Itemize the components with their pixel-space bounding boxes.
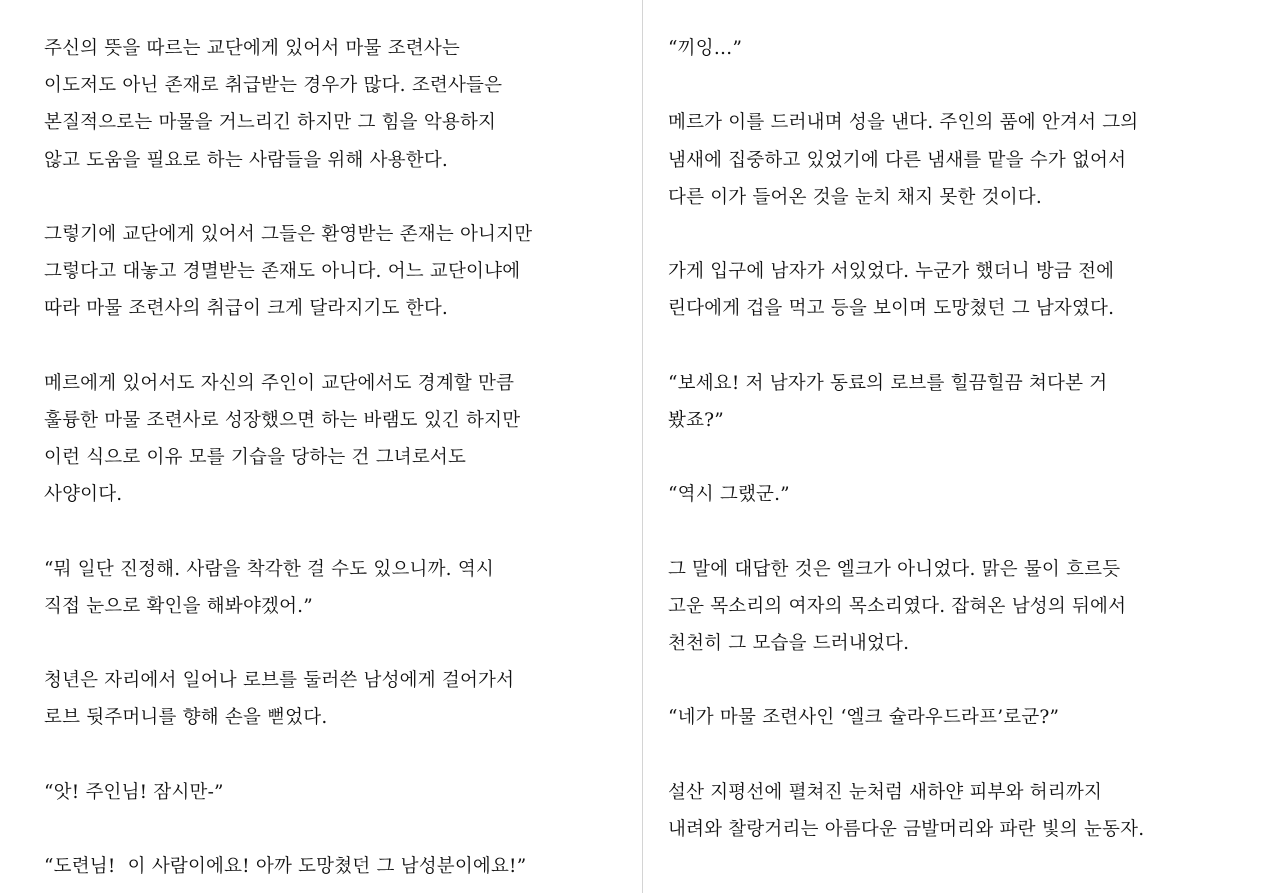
paragraph (668, 551, 1260, 663)
text-line: 천천히 그 모습을 드러내었다. (668, 633, 910, 654)
paragraph-gap (668, 328, 1260, 365)
paragraph (668, 699, 1260, 736)
paragraph (668, 774, 1260, 848)
text-line: 로브 뒷주머니를 향해 손을 뻗었다. (44, 707, 328, 729)
paragraph-gap (668, 513, 1260, 550)
paragraph-gap (44, 513, 622, 550)
text-line: 이도저도 아닌 존재로 취급받는 경우가 많다. 조련사들은 (44, 75, 503, 97)
text-line: 직접 눈으로 확인을 해봐야겠어.” (44, 595, 313, 617)
text-line: 가게 입구에 남자가 서있었다. 누군가 했더니 방금 전에 (668, 261, 1115, 283)
text-line: 주신의 뜻을 따르는 교단에게 있어서 마물 조련사는 (44, 38, 460, 59)
paragraph-gap (44, 737, 622, 774)
text-line: 메르에게 있어서도 자신의 주인이 교단에서도 경계할 만큼 (44, 372, 515, 394)
text-line: 다른 이가 들어온 것을 눈치 채지 못한 것이다. (668, 186, 1042, 208)
text-line: “보세요! 저 남자가 동료의 로브를 힐끔힐끔 쳐다본 거 (668, 372, 1108, 394)
text-line: 설산 지평선에 펼쳐진 눈처럼 새하얀 피부와 허리까지 (668, 781, 1103, 803)
text-line: “역시 그랬군.” (668, 484, 790, 506)
right-page (644, 0, 1280, 893)
paragraph (44, 216, 622, 328)
paragraph (44, 774, 622, 811)
paragraph-gap (44, 179, 622, 216)
page-divider (642, 0, 643, 893)
text-line: 청년은 자리에서 일어나 로브를 둘러쓴 남성에게 걸어가서 (44, 670, 515, 692)
text-line: “앗! 주인님! 잠시만-” (44, 781, 224, 803)
text-line: 그 말에 대답한 것은 엘크가 아니었다. 맑은 물이 흐르듯 (668, 558, 1121, 580)
text-line: “도련님! 이 사람이에요! 아까 도망쳤던 그 남성분이에요!” (44, 856, 527, 878)
paragraph-gap (668, 67, 1260, 104)
paragraph-gap (44, 811, 622, 848)
paragraph-gap (44, 625, 622, 662)
paragraph-gap (668, 662, 1260, 699)
text-line: “뭐 일단 진정해. 사람을 착각한 걸 수도 있으니까. 역시 (44, 558, 494, 580)
paragraph (668, 104, 1260, 216)
text-line: 본질적으로는 마물을 거느리긴 하지만 그 힘을 악용하지 (44, 112, 497, 134)
text-line: 그렇다고 대놓고 경멸받는 존재도 아니다. 어느 교단이냐에 (44, 261, 521, 283)
text-line: 사양이다. (44, 484, 123, 506)
text-line: 내려와 찰랑거리는 아름다운 금발머리와 파란 빛의 눈동자. (668, 818, 1145, 840)
paragraph (668, 253, 1260, 327)
paragraph (44, 365, 622, 514)
text-line: 고운 목소리의 여자의 목소리였다. 잡혀온 남성의 뒤에서 (668, 595, 1127, 617)
paragraph (668, 30, 1260, 67)
paragraph (44, 551, 622, 625)
paragraph-gap (668, 216, 1260, 253)
paragraph (44, 848, 622, 885)
paragraph (668, 365, 1260, 439)
text-line: 봤죠?” (668, 409, 724, 431)
text-line: 훌륭한 마물 조련사로 성장했으면 하는 바램도 있긴 하지만 (44, 409, 521, 431)
paragraph (44, 30, 622, 179)
text-line: 린다에게 겁을 먹고 등을 보이며 도망쳤던 그 남자였다. (668, 298, 1115, 320)
text-line: 메르가 이를 드러내며 성을 낸다. 주인의 품에 안겨서 그의 (668, 112, 1139, 134)
paragraph (668, 476, 1260, 513)
text-line: 않고 도움을 필요로 하는 사람들을 위해 사용한다. (44, 149, 448, 171)
text-line: 그렇기에 교단에게 있어서 그들은 환영받는 존재는 아니지만 (44, 223, 533, 245)
text-line: 따라 마물 조련사의 취급이 크게 달라지기도 한다. (44, 298, 448, 320)
text-line: 이런 식으로 이유 모를 기습을 당하는 건 그녀로서도 (44, 447, 467, 469)
text-line: “네가 마물 조련사인 ‘엘크 슐라우드라프’로군?” (668, 707, 1060, 729)
paragraph (44, 662, 622, 736)
text-line: “끼잉…” (668, 38, 743, 59)
paragraph-gap (668, 737, 1260, 774)
text-line: 냄새에 집중하고 있었기에 다른 냄새를 맡을 수가 없어서 (668, 149, 1127, 171)
paragraph-gap (668, 439, 1260, 476)
paragraph-gap (44, 328, 622, 365)
